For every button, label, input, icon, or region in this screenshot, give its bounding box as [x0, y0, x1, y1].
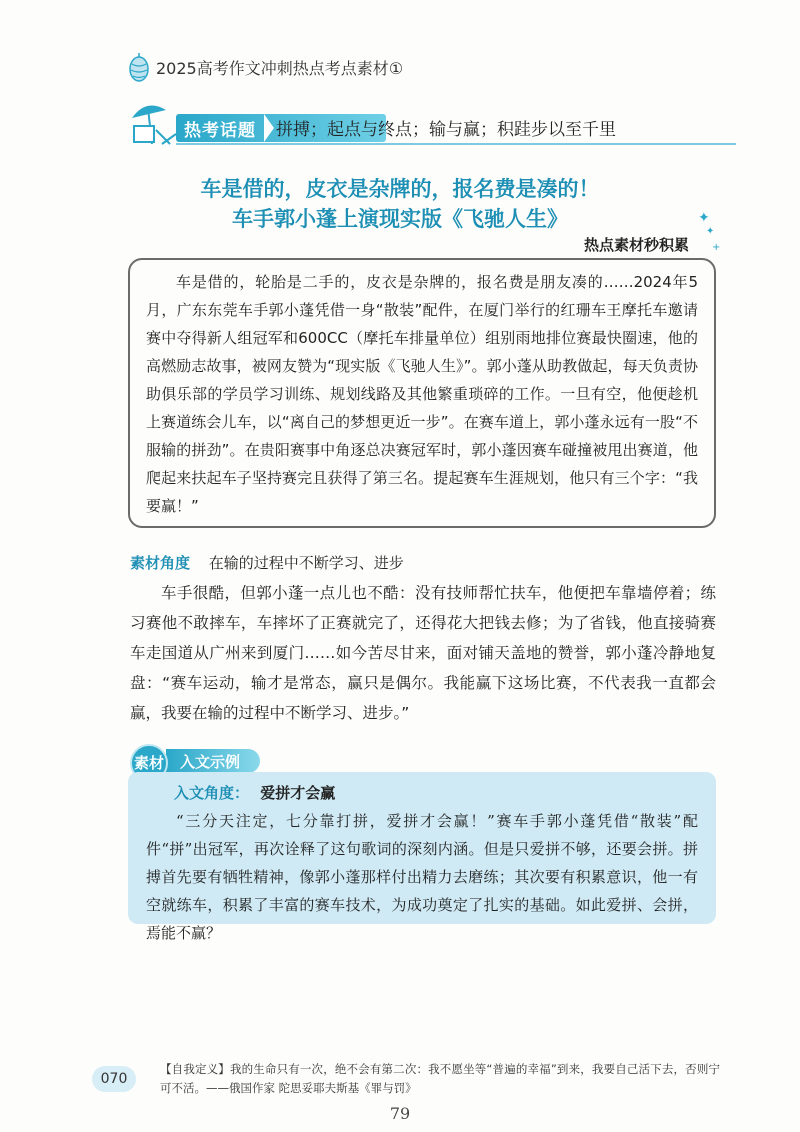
pinecone-icon: [128, 52, 150, 82]
example-angle-label: 入文角度：: [174, 784, 250, 802]
topic-divider: [176, 143, 736, 145]
footer-quote: 【自我定义】我的生命只有一次，绝不会有第二次：我不愿坐等“普遍的幸福”到来，我要自己活下去，否则宁可不活。——俄国作家 陀思妥耶夫斯基《罪与罚》: [160, 1062, 720, 1095]
running-header: [128, 50, 403, 84]
header-title: 2025高考作文冲刺热点考点素材①: [156, 58, 404, 78]
sparkle-icon: ✦: [698, 210, 710, 226]
umbrella-chair-icon: [126, 96, 182, 148]
article-title-line1: 车是借的，皮衣是杂牌的，报名费是凑的！: [200, 176, 600, 201]
example-text: “三分天注定，七分靠打拼，爱拼才会赢！”赛车手郭小蓬凭借“散装”配件“拼”出冠军，再次诠释了这句歌词的深刻内涵。但是只爱拼不够，还要会拼。拼搏首先要有牺牲精神，像郭小蓬那样付出精力去磨练；其次要有积累意识，他一有空就练车，积累了丰富的赛车技术，为成功奠定了扎实的基础。如此爱拼、会拼，焉能不赢？: [146, 812, 698, 942]
analysis-text: 车手很酷，但郭小蓬一点儿也不酷：没有技师帮忙扶车，他便把车靠墙停着；练习赛他不敢摔车，车摔坏了正赛就完了，还得花大把钱去修；为了省钱，他直接骑赛车走国道从广州来到厦门……如今苦尽甘来，面对铺天盖地的赞誉，郭小蓬冷静地复盘：“赛车运动，输才是常态，赢只是偶尔。我能赢下这场比赛，不代表我一直都会赢，我要在输的过程中不断学习、进步。”: [130, 584, 716, 722]
material-angle-label: 素材角度: [130, 554, 191, 572]
scan-page-number: 79: [389, 1104, 411, 1123]
topic-label: 热考话题: [184, 121, 256, 141]
example-ribbon-label: 入文示例: [180, 753, 241, 771]
example-angle-value: 爱拼才会赢: [260, 784, 336, 802]
hotspot-label: 热点素材秒积累: [584, 236, 690, 254]
topic-keywords: 拼搏；起点与终点；输与赢；积跬步以至千里: [276, 120, 616, 140]
sparkle-icon: +: [712, 242, 721, 253]
example-box: [128, 772, 716, 942]
topic-bar: [126, 96, 686, 148]
material-angle: [130, 552, 404, 573]
material-angle-text: 在输的过程中不断学习、进步: [208, 554, 404, 572]
page-number-badge: 070: [92, 1066, 136, 1092]
sparkle-icon: ✦: [706, 226, 715, 237]
topic-tag-notch: [264, 114, 274, 142]
example-badge-label: 素材: [134, 754, 165, 772]
example-angle: [174, 782, 698, 803]
story-box: [128, 258, 716, 528]
article-title-line2: 车手郭小蓬上演现实版《飞驰人生》: [232, 206, 568, 231]
story-text: 车是借的，轮胎是二手的，皮衣是杂牌的，报名费是朋友凑的……2024年5月，广东东莞车手郭小蓬凭借一身“散装”配件，在厦门举行的红珊车王摩托车邀请赛中夺得新人组冠军和600CC（摩托车排量单位）组别雨地排位赛最快圈速，他的高燃励志故事，被网友赞为“现实版《飞驰人生》”。郭小蓬从助教做起，每天负责协助俱乐部的学员学习训练、规划线路及其他繁重琐碎的工作。一旦有空，他便趁机上赛道练会儿车，以“离自己的梦想更近一步”。在赛车道上，郭小蓬永远有一股“不服输的拼劲”。在贵阳赛事中角逐总决赛冠军时，郭小蓬因赛车碰撞被甩出赛道，他爬起来扶起车子坚持赛完且获得了第三名。提起赛车生涯规划，他只有三个字：“我要赢！”: [146, 273, 698, 515]
